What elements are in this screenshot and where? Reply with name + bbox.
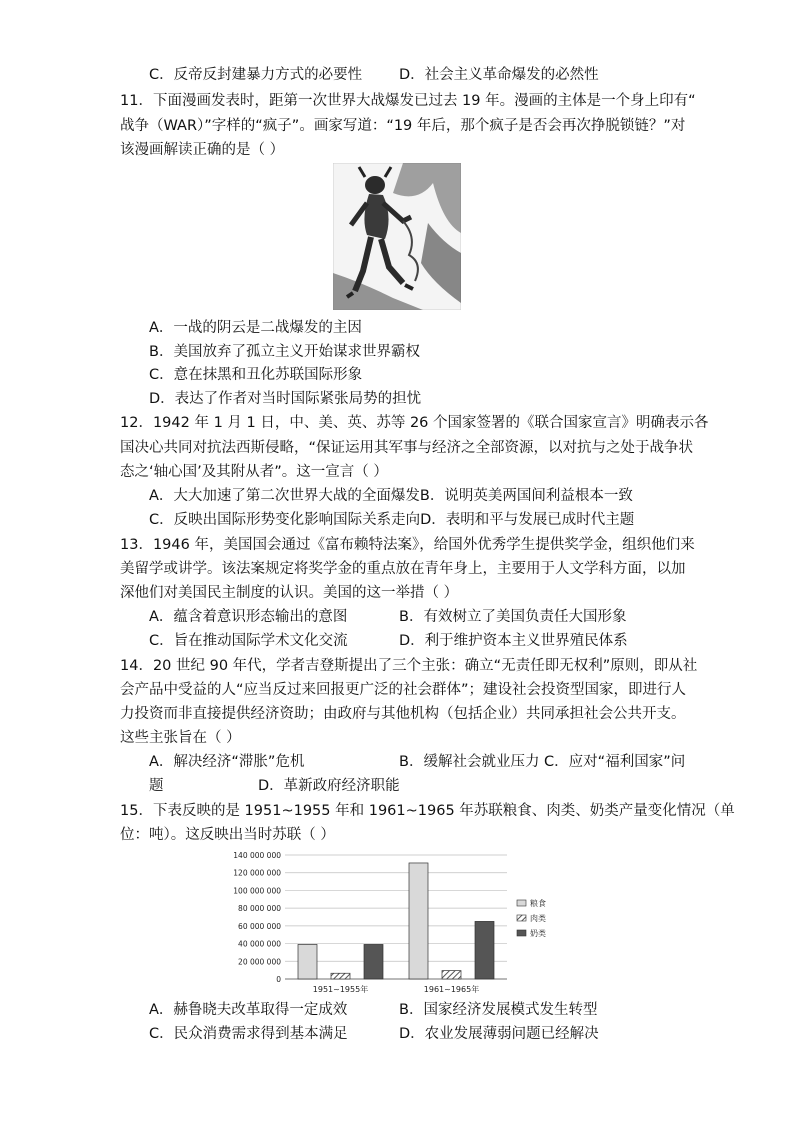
q10-option-c: C．反帝反封建暴力方式的必要性 [149,67,363,83]
q15-option-b: B．国家经济发展模式发生转型 [399,1002,598,1018]
bar-肉类 [442,971,461,979]
q12-options-cd: C．反映出国际形势变化影响国际关系走向D．表明和平与发展已成时代主题 [149,512,635,528]
bar-奶类 [475,921,494,979]
q15-stem-line1: 15．下表反映的是 1951~1955 年和 1961~1965 年苏联粮食、肉类、奶类产量变化情况（单 [120,803,735,819]
q11-stem-line1: 11．下面漫画发表时，距第一次世界大战爆发已过去 19 年。漫画的主体是一个身上印有“ [120,93,696,109]
y-tick-label: 0 [276,975,281,984]
q14-options-bc: B．缓解社会就业压力 C．应对“福利国家”问 [399,754,686,770]
legend-swatch [517,915,526,921]
y-tick-label: 20 000 000 [238,957,281,967]
y-tick-label: 40 000 000 [238,939,281,949]
y-tick-label: 120 000 000 [233,868,281,878]
bar-肉类 [331,973,350,979]
q11-option-c: C．意在抹黑和丑化苏联国际形象 [149,367,363,383]
q13-stem-line2: 美留学或讲学。该法案规定将奖学金的重点放在青年身上，主要用于人文学科方面，以加 [120,561,686,577]
x-category-label: 1961~1965年 [423,985,480,994]
soviet-production-bar-chart [233,847,563,997]
bar-奶类 [364,944,383,979]
q11-option-d: D．表达了作者对当时国际紧张局势的担忧 [149,391,422,407]
q15-option-a: A．赫鲁晓夫改革取得一定成效 [149,1002,348,1018]
y-tick-label: 140 000 000 [233,851,281,860]
q14-option-c-wrap: 题 [149,778,164,794]
q14-stem-line2: 会产品中受益的人“应当反过来回报更广泛的社会群体”；建设社会投资型国家，即进行人 [120,682,687,698]
q12-stem-line2: 国决心共同对抗法西斯侵略，“保证运用其军事与经济之全部资源，以对抗与之处于战争状 [120,440,694,456]
q15-option-c: C．民众消费需求得到基本满足 [149,1026,348,1042]
q12-options-ab: A．大大加速了第二次世界大战的全面爆发B．说明英美两国间利益根本一致 [149,488,633,504]
q14-stem-line1: 14．20 世纪 90 年代，学者吉登斯提出了三个主张：确立“无责任即无权利”原则，即从社 [120,658,698,674]
bar-粮食 [298,944,317,979]
q11-option-b: B．美国放弃了孤立主义开始谋求世界霸权 [149,344,420,360]
q13-option-b: B．有效树立了美国负责任大国形象 [399,609,627,625]
y-tick-label: 100 000 000 [233,886,281,896]
q15-stem-line2: 位：吨）。这反映出当时苏联（ ） [120,827,335,843]
y-tick-label: 80 000 000 [238,904,281,914]
y-tick-label: 60 000 000 [238,921,281,931]
q14-stem-line3: 力投资而非直接提供经济资助；由政府与其他机构（包括企业）共同承担社会公共开支。 [120,706,686,722]
q15-option-d: D．农业发展薄弱问题已经解决 [399,1026,599,1042]
q11-stem-line3: 该漫画解读正确的是（ ） [120,142,285,158]
q12-stem-line1: 12．1942 年 1 月 1 日，中、美、英、苏等 26 个国家签署的《联合国家宣言》明确表示各 [120,415,709,431]
legend-label: 肉类 [530,914,546,923]
q14-option-a: A．解决经济“滞胀”危机 [149,754,305,770]
q10-option-d: D．社会主义革命爆发的必然性 [399,67,599,83]
legend-swatch [517,900,526,906]
q14-option-d: D．革新政府经济职能 [258,778,400,794]
q12-stem-line3: 态之‘轴心国’及其附从者”。这一宣言（ ） [120,464,388,480]
q11-option-a: A．一战的阴云是二战爆发的主因 [149,320,362,336]
bar-粮食 [409,863,428,979]
q11-stem-line2: 战争（WAR）”字样的“疯子”。画家写道：“19 年后，那个疯子是否会再次挣脱锁链？”对 [120,118,686,134]
war-madman-cartoon-icon [333,163,461,310]
q13-stem-line1: 13．1946 年，美国国会通过《富布赖特法案》，给国外优秀学生提供奖学金，组织他们来 [120,537,695,553]
q14-stem-line4: 这些主张旨在（ ） [120,730,241,746]
legend-swatch [517,930,526,936]
q13-option-a: A．蕴含着意识形态输出的意图 [149,609,348,625]
legend-label: 粮食 [530,899,546,908]
q13-option-c: C．旨在推动国际学术文化交流 [149,633,348,649]
q13-option-d: D．利于维护资本主义世界殖民体系 [399,633,628,649]
legend-label: 奶类 [530,929,546,938]
q13-stem-line3: 深他们对美国民主制度的认识。美国的这一举措（ ） [120,585,459,601]
x-category-label: 1951~1955年 [312,985,369,994]
